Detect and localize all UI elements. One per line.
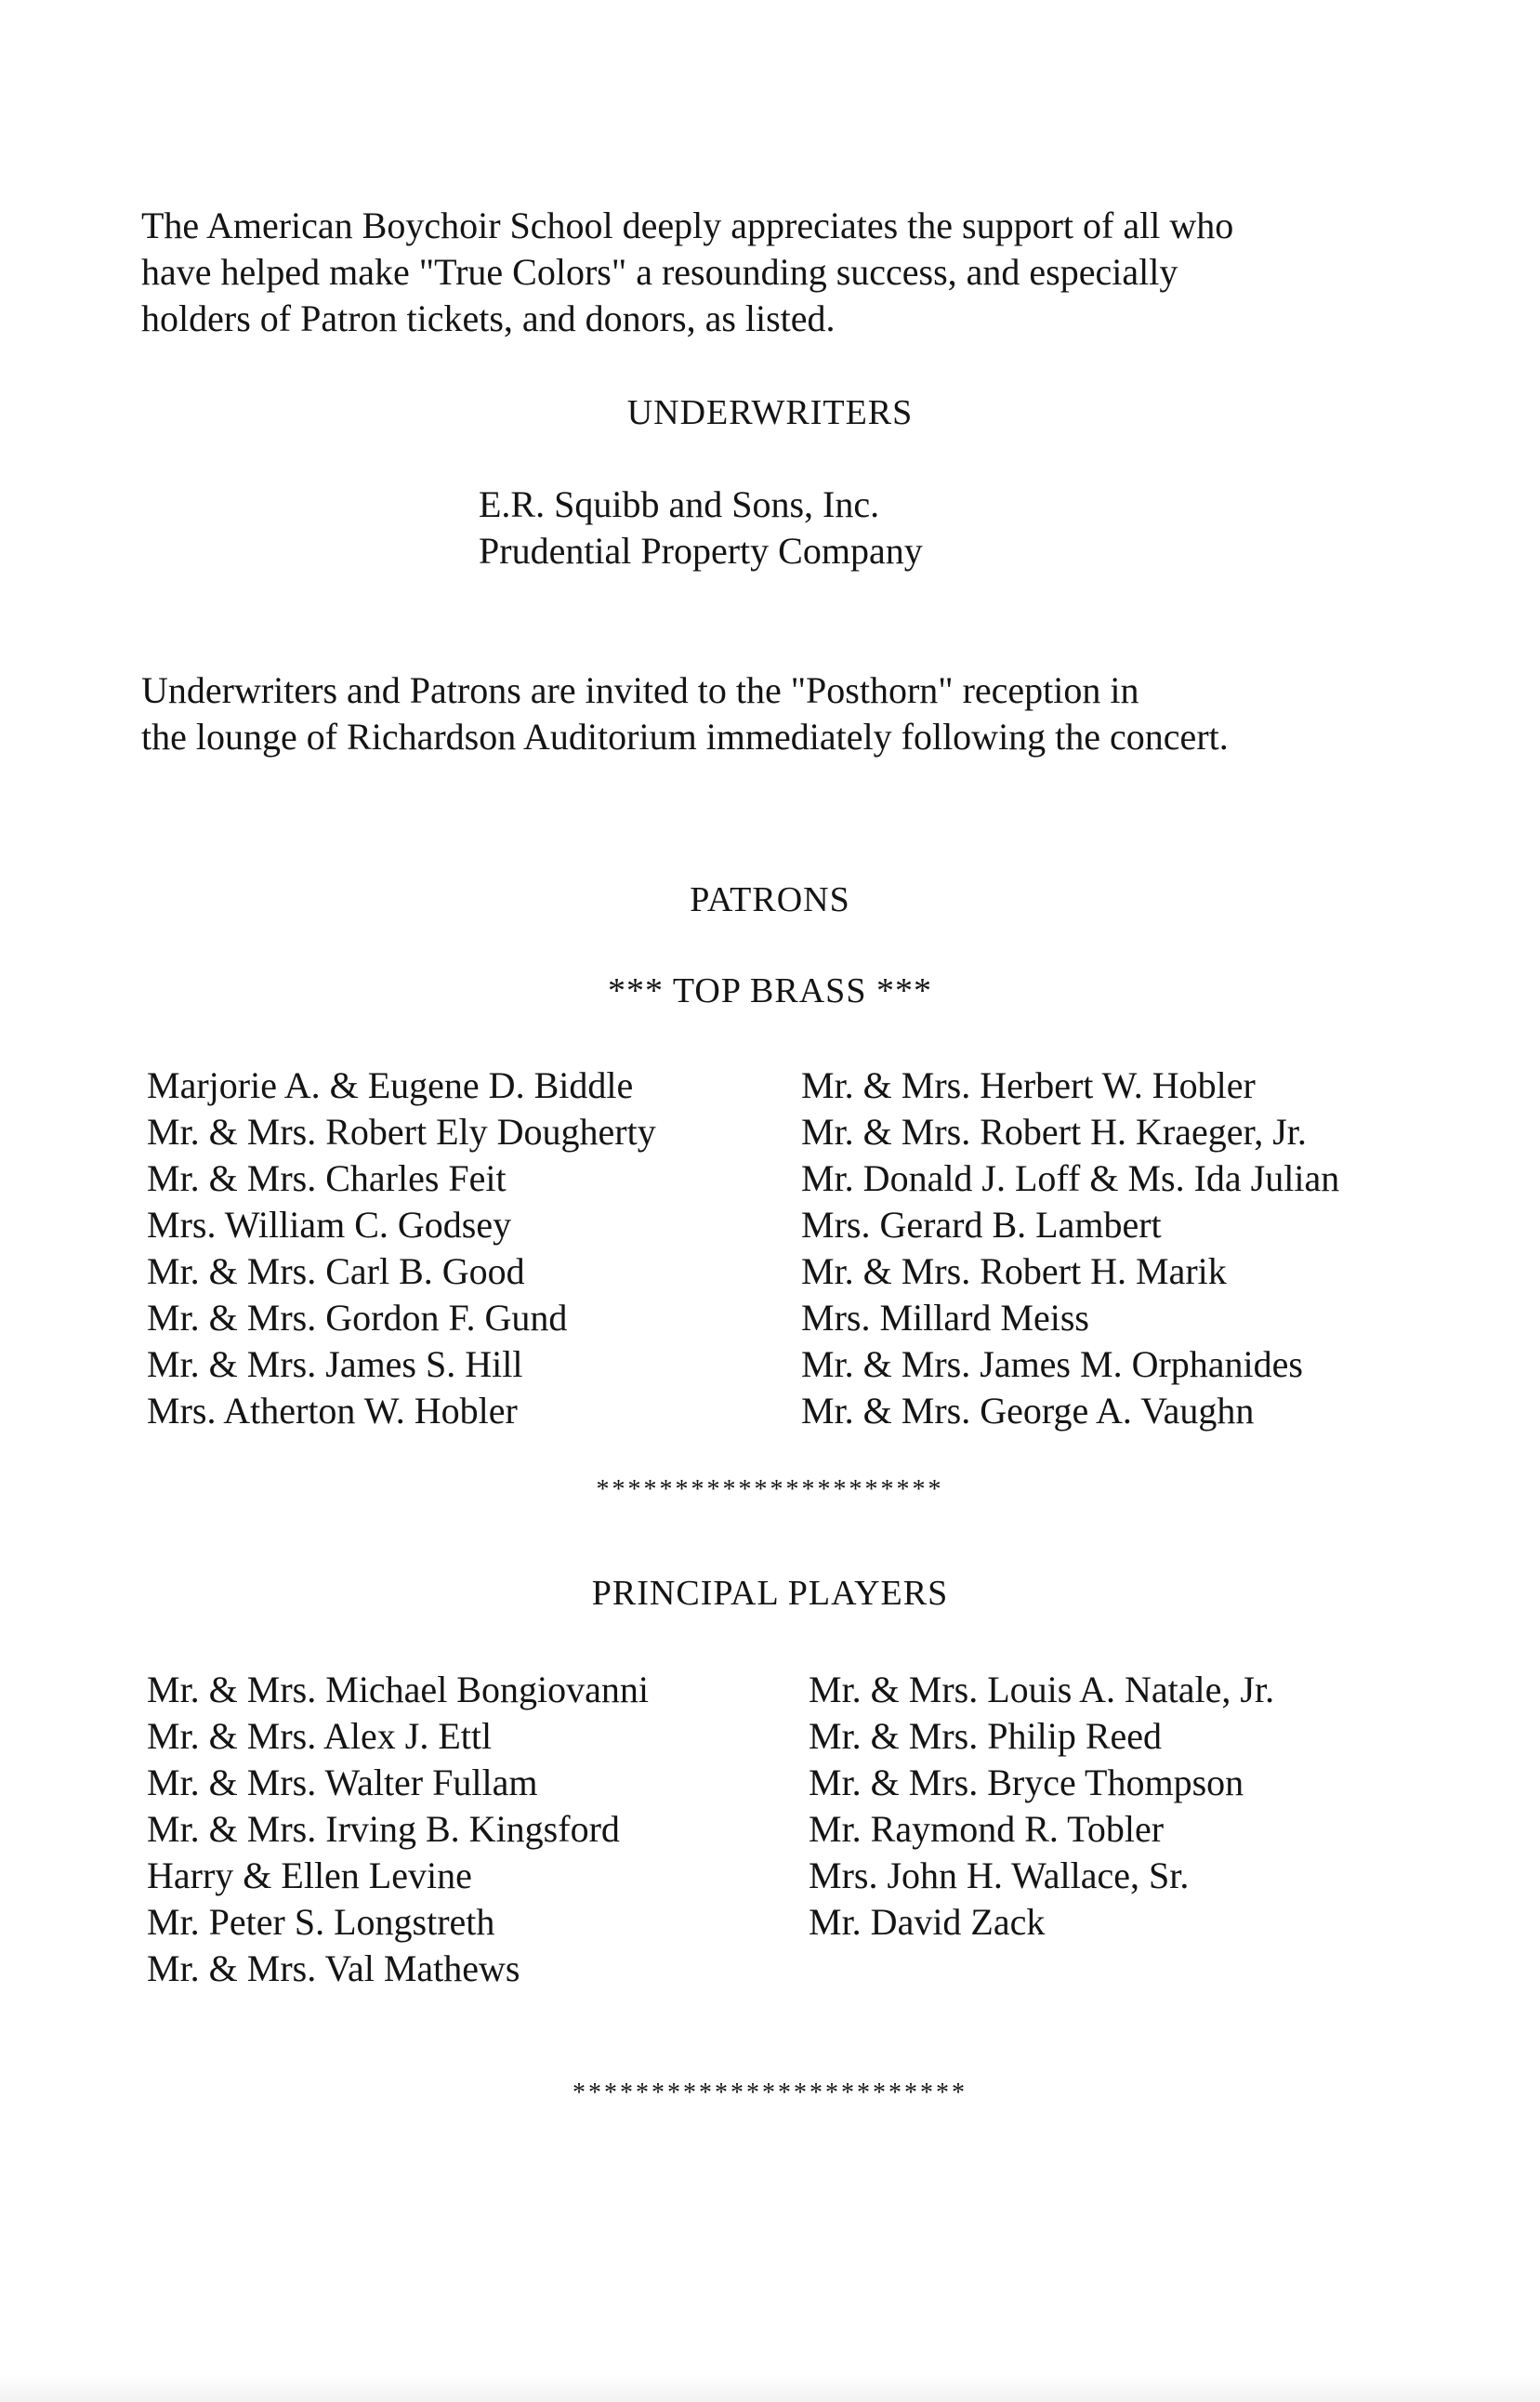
- patrons-heading: PATRONS: [690, 880, 850, 919]
- patron-name: Marjorie A. & Eugene D. Biddle: [147, 1064, 634, 1106]
- asterisk-divider: *************************: [573, 2079, 967, 2107]
- patron-name: Mr. Donald J. Loff & Ms. Ida Julian: [801, 1157, 1340, 1199]
- patron-name: Mr. & Mrs. James S. Hill: [147, 1343, 523, 1385]
- player-name: Mr. Raymond R. Tobler: [809, 1808, 1165, 1850]
- intro-line: holders of Patron tickets, and donors, as listed.: [141, 297, 836, 339]
- principal-players-right-column: [809, 1667, 1274, 1946]
- underwriters-heading: UNDERWRITERS: [626, 393, 914, 432]
- patron-name: Mr. & Mrs. Robert H. Kraeger, Jr.: [801, 1111, 1307, 1153]
- underwriter-item: E.R. Squibb and Sons, Inc.: [479, 483, 880, 525]
- top-brass-subheading: *** TOP BRASS ***: [608, 971, 932, 1010]
- reception-line: Underwriters and Patrons are invited to the "Posthorn" reception in: [141, 669, 1139, 711]
- player-name: Mr. David Zack: [809, 1901, 1046, 1943]
- intro-paragraph: [141, 203, 1461, 342]
- patrons-right-column: [801, 1062, 1339, 1434]
- player-name: Mr. & Mrs. Val Mathews: [147, 1947, 520, 1989]
- patrons-left-column: [147, 1062, 656, 1434]
- player-name: Mrs. John H. Wallace, Sr.: [809, 1854, 1190, 1896]
- asterisk-divider: **********************: [596, 1475, 944, 1504]
- player-name: Mr. & Mrs. Michael Bongiovanni: [147, 1669, 649, 1710]
- patron-name: Mr. & Mrs. George A. Vaughn: [801, 1390, 1255, 1432]
- intro-line: The American Boychoir School deeply appreciates the support of all who: [141, 205, 1234, 246]
- reception-line: the lounge of Richardson Auditorium immediately following the concert.: [141, 716, 1229, 758]
- principal-players-heading: PRINCIPAL PLAYERS: [591, 1574, 949, 1613]
- page-edge-shadow: [0, 2374, 1540, 2402]
- reception-paragraph: [141, 667, 1480, 760]
- player-name: Mr. & Mrs. Louis A. Natale, Jr.: [809, 1669, 1275, 1710]
- intro-line: have helped make "True Colors" a resounding success, and especially: [141, 251, 1178, 293]
- player-name: Mr. & Mrs. Alex J. Ettl: [147, 1715, 493, 1757]
- patron-name: Mr. & Mrs. Gordon F. Gund: [147, 1297, 568, 1339]
- patron-name: Mrs. Gerard B. Lambert: [801, 1204, 1162, 1246]
- player-name: Mr. & Mrs. Irving B. Kingsford: [147, 1808, 620, 1850]
- principal-players-left-column: [147, 1667, 649, 1992]
- patron-name: Mr. & Mrs. Robert H. Marik: [801, 1250, 1227, 1292]
- underwriter-item: Prudential Property Company: [479, 530, 923, 572]
- patron-name: Mrs. Millard Meiss: [801, 1297, 1089, 1339]
- patron-name: Mrs. Atherton W. Hobler: [147, 1390, 518, 1432]
- patron-name: Mr. & Mrs. James M. Orphanides: [801, 1343, 1303, 1385]
- player-name: Mr. & Mrs. Philip Reed: [809, 1715, 1163, 1757]
- patron-name: Mr. & Mrs. Herbert W. Hobler: [801, 1064, 1256, 1106]
- patron-name: Mr. & Mrs. Robert Ely Dougherty: [147, 1111, 656, 1153]
- player-name: Mr. & Mrs. Bryce Thompson: [809, 1762, 1244, 1803]
- patron-name: Mr. & Mrs. Carl B. Good: [147, 1250, 525, 1292]
- player-name: Mr. & Mrs. Walter Fullam: [147, 1762, 538, 1803]
- patron-name: Mr. & Mrs. Charles Feit: [147, 1157, 507, 1199]
- patron-name: Mrs. William C. Godsey: [147, 1204, 512, 1246]
- player-name: Harry & Ellen Levine: [147, 1854, 472, 1896]
- player-name: Mr. Peter S. Longstreth: [147, 1901, 495, 1943]
- underwriters-list: [479, 482, 923, 574]
